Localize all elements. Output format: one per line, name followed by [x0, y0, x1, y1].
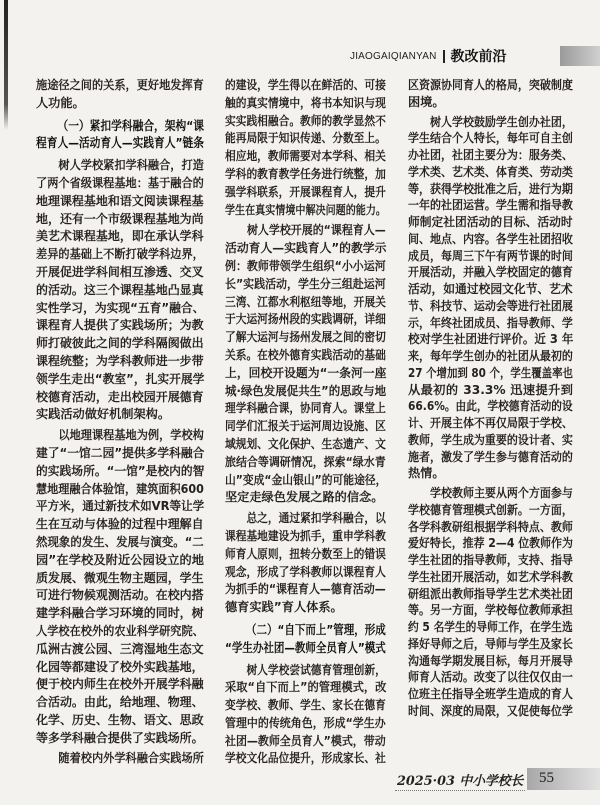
text-line: 同学们汇报关于运河周边设施、区 [225, 419, 386, 434]
text-line: 观念，形成了学科教师以课程育人 [225, 564, 386, 579]
text-line: 学生社团开展活动，如艺术学科教 [408, 569, 573, 584]
text-line: 长”实践活动，学生分三组赴运河 [225, 276, 386, 291]
text-line: 相应地，教师需要对本学科、相关 [225, 149, 386, 164]
text-column-1 [36, 77, 204, 768]
text-line: 课程育人提供了实践场所；为教 [36, 318, 204, 333]
text-line: 时间、深度的局限，又促使每位学 [408, 703, 573, 718]
text-line: 开展活动，并融入学校固定的德育 [408, 265, 573, 280]
text-line: （一）紧扣学科融合，架构“课 [57, 117, 205, 133]
header-divider [443, 50, 445, 63]
text-line: 树人学校尝试德育管理创新， [246, 662, 386, 677]
paragraph [36, 77, 204, 113]
text-line: 计、开展主体不再仅局限于学校、 [408, 416, 573, 430]
text-line: 平方米，通过新技术如VR等让学 [36, 499, 205, 514]
text-line: 能再局限于知识传递、分数至上。 [225, 131, 386, 146]
text-line: 学科的教育教学任务进行统整，加 [225, 166, 386, 181]
text-line: 触的真实情境中，将书本知识与现 [225, 95, 386, 110]
text-line: 开展促进学科间相互渗透、交叉 [36, 264, 204, 279]
text-line: 成员，每周三下午有两节课的时间 [408, 248, 573, 263]
text-line: 区资源协同育人的格局，突破制度 [408, 78, 573, 92]
text-line: 总之，通过紧扣学科融合，以 [246, 511, 386, 526]
text-line: 慧地理融合体验馆，建筑面积600 [36, 481, 204, 496]
text-line: 为抓手的“课程育人—德育活动— [225, 582, 386, 597]
text-line: 化学、历史、生物、语文、思政 [36, 712, 204, 727]
text-line: 上，回校开设题为“一条河一座 [225, 365, 387, 380]
paragraph [225, 510, 386, 617]
text-line: 课程统整；为学科教师进一步带 [36, 353, 204, 368]
text-line: 师育人原则，扭转分数至上的错误 [225, 546, 386, 561]
text-line: 师制定社团活动的目标、活动时 [408, 215, 573, 229]
paragraph [225, 77, 386, 219]
section-name: 教改前沿 [450, 49, 507, 65]
text-column-3 [408, 77, 573, 720]
text-line: 差异的基础上不断打破学科边界， [36, 247, 204, 262]
paragraph [225, 222, 386, 507]
text-line: 了解大运河与扬州发展之间的密切 [225, 330, 386, 345]
text-line: 研组派出教师指导学生艺术类社团 [408, 586, 573, 601]
text-line: 实性学习，为实现“五育”融合、 [36, 300, 205, 315]
text-line: 的建设，学生得以在鲜活的、可接 [225, 78, 386, 92]
paragraph [36, 157, 204, 424]
text-line: 施者，激发了学生参与德育活动的 [408, 449, 573, 464]
section-name-pinyin: JIAOGAIQIANYAN [350, 50, 437, 62]
text-line: 各学科教研组根据学科特点、教师 [408, 519, 573, 534]
text-line: 教师，学生成为重要的设计者、实 [408, 432, 573, 447]
text-line: 变学校、教师、学生、家长在德育 [225, 698, 386, 713]
text-line: 热情。 [408, 466, 445, 481]
text-line: 校对学生社团进行评价。近 3 年 [408, 332, 574, 347]
text-line: 了两个省级课程基地：基于融合的 [36, 175, 204, 190]
text-line: 山”变成“金山银山”的可能途径， [225, 472, 387, 487]
text-line: 办社团，社团主要分为：服务类、 [408, 148, 573, 162]
page-footer [395, 768, 600, 790]
text-line: 合活动。由此，给地理、物理、 [36, 695, 204, 710]
text-line: 等，获得学校批准之后，进行为期 [408, 181, 573, 196]
text-line: 间、地点、内容。各学生社团招收 [408, 231, 573, 246]
text-line: “学生办社团—教师全员育人”模式 [225, 639, 386, 655]
text-line: 人学校在校外的农业科学研究院、 [36, 623, 204, 638]
paragraph [36, 427, 204, 747]
text-line: 三湾、江都水利枢纽等地，开展关 [225, 294, 386, 309]
section-heading [225, 621, 386, 657]
text-line: 强学科联系，开展课程育人，提升 [225, 184, 386, 199]
text-line: 来，每年学生创办的社团从最初的 [408, 349, 573, 363]
text-line: 活动，如通过校园文化节、艺术 [408, 282, 573, 296]
paragraph [408, 77, 573, 111]
text-line: 示，年终社团成员、指导教师、学 [408, 315, 573, 330]
text-line: 一年的社团运营。学生需和指导教 [408, 198, 573, 213]
text-line: 实践活动做好机制架构。 [36, 407, 171, 422]
text-line: 域规划、文化保护、生态遗产、文 [225, 436, 386, 451]
text-line: 然现象的发生、发展与演变。“二 [36, 534, 204, 549]
text-line: 师育人活动。改变了以往仅仅由一 [408, 670, 573, 685]
text-line: 学生社团的指导教师，支持、指导 [408, 553, 573, 567]
text-line: 质发展、微观生物主题园，学生 [36, 570, 204, 585]
text-line: 生在互动与体验的过程中理解自 [36, 517, 204, 532]
text-line: 于大运河扬州段的实践调研，详细 [225, 312, 386, 327]
text-line: 66.6%。由此，学校德育活动的设 [408, 399, 573, 414]
text-line: 师打破彼此之间的学科隔阂做出 [36, 336, 204, 351]
text-line: 人功能。 [36, 95, 85, 110]
text-line: 旅结合等调研情况，探索“绿水青 [225, 454, 386, 469]
text-line: 瓜洲古渡公园、三湾湿地生态文 [36, 641, 204, 656]
text-line: 城·绿色发展促共生”的思政与地 [225, 383, 387, 398]
page-number-box [527, 768, 600, 790]
text-line: 择好导师之后，导师与学生及家长 [408, 636, 573, 651]
paragraph [408, 485, 573, 720]
text-line: 关系。在校外德育实践活动的基础 [225, 347, 386, 362]
text-line: （二）“自下而上”管理，形成 [246, 621, 386, 637]
paragraph [408, 114, 573, 483]
paragraph [225, 662, 386, 769]
text-line: 施途径之间的关系，更好地发挥育 [36, 78, 204, 92]
text-line: 地，还有一个市级课程基地为尚 [36, 211, 204, 226]
text-line: 采取“自下而上”的管理模式，改 [225, 680, 387, 695]
text-line: 等多学科融合提供了实践场所。 [36, 730, 204, 745]
text-line: 以地理课程基地为例，学校构 [58, 428, 204, 443]
text-line: 从最初的 33.3% 迅速提升到 [408, 382, 573, 397]
text-line: 实实践相融合。教师的教学显然不 [225, 113, 386, 128]
text-line: 学术类、艺术类、体育类、劳动类 [408, 164, 573, 179]
text-line: 化园等都建设了校外实践基地， [36, 659, 204, 674]
header-gray-block [560, 46, 600, 66]
section-heading [36, 117, 204, 153]
page-spine-shadow [4, 0, 8, 130]
journal-issue: 2025·03 中小学校长 [397, 774, 524, 789]
text-line: 困境。 [408, 94, 445, 109]
page-number: 55 [539, 770, 554, 786]
text-line: 例：教师带领学生组织“小小运河 [225, 258, 386, 273]
text-line: 园”在学校及附近公园设立的地 [36, 552, 204, 567]
text-line: 学校文化品位提升，形成家长、社 [225, 751, 386, 766]
text-line: 的实践场所。“一馆”是校内的智 [36, 463, 205, 478]
text-line: 活动育人—实践育人”的教学示 [225, 241, 387, 256]
text-line: 建了“一馆二园”提供多学科融合 [36, 445, 205, 460]
text-line: 课程基地建设为抓手，重申学科教 [225, 528, 386, 543]
text-line: 程育人—活动育人—实践育人”链条 [36, 135, 205, 151]
text-line: 位班主任指导全班学生造成的育人 [408, 687, 573, 701]
text-line: 爱好特长，推荐 2—4 位教师作为 [408, 536, 573, 551]
text-line: 地理课程基地和语文阅读课程基 [36, 193, 204, 208]
section-header [350, 46, 507, 66]
footer-dotted-rule [395, 790, 525, 791]
text-line: 坚定走绿色发展之路的信念。 [225, 490, 384, 505]
text-line: 树人学校开展的“课程育人— [246, 223, 386, 238]
paragraph [36, 750, 204, 768]
text-line: 27 个增加到 80 个，学生覆盖率也 [408, 365, 573, 380]
text-line: 树人学校鼓励学生创办社团， [429, 114, 573, 129]
text-line: 便于校内师生在校外开展学科融 [36, 677, 204, 692]
text-line: 美艺术课程基地，即在承认学科 [36, 229, 204, 244]
text-line: 学校教师主要从两个方面参与 [429, 486, 573, 500]
text-line: 可进行物候观测活动。在校内搭 [36, 588, 204, 603]
text-line: 等。另一方面，学校每位教师承担 [408, 603, 573, 618]
text-line: 沟通每学期发展目标，每月开展导 [408, 653, 573, 668]
text-line: 管理中的传统角色，形成“学生办 [225, 715, 386, 730]
text-line: 学生结合个人特长，每年可自主创 [408, 131, 573, 146]
text-line: 校德育活动，走出校园开展德育 [36, 389, 204, 404]
text-line: 随着校内外学科融合实践场所 [58, 751, 204, 766]
text-line: 的活动。这三个课程基地凸显真 [36, 282, 204, 297]
text-line: 领学生走出“教室”，扎实开展学 [36, 371, 205, 386]
text-line: 学校德育管理模式创新。一方面， [408, 502, 573, 517]
text-line: 节、科技节、运动会等进行社团展 [408, 298, 573, 313]
text-line: 树人学校紧扣学科融合，打造 [58, 158, 204, 173]
text-line: 理学科融合课，协同育人。课堂上 [225, 401, 386, 416]
text-line: 社团—教师全员育人”模式，带动 [225, 733, 386, 748]
text-line: 德育实践”育人体系。 [225, 600, 343, 615]
text-line: 学生在真实情境中解决问题的能力。 [225, 202, 386, 217]
text-line: 建学科融合学习环境的同时，树 [36, 606, 204, 621]
text-column-2 [225, 77, 386, 768]
text-line: 约 5 名学生的导师工作，在学生选 [408, 620, 573, 634]
